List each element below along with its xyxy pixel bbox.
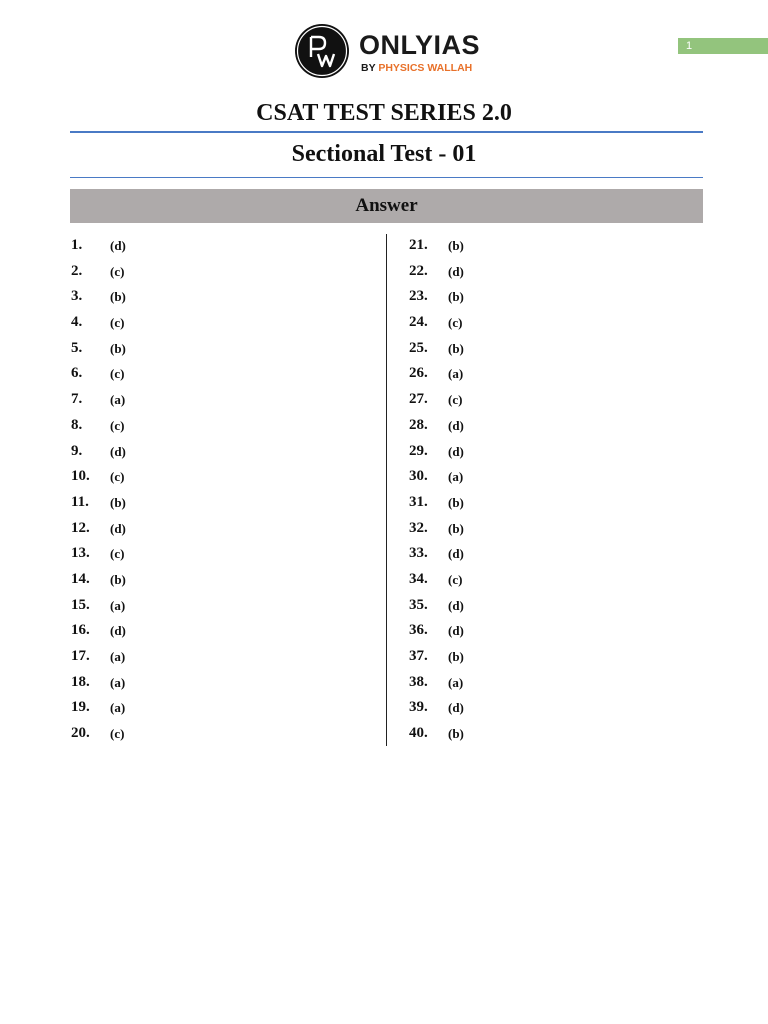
document-subtitle: Sectional Test - 01 (291, 141, 477, 167)
answer-option: (d) (448, 597, 464, 613)
answer-option: (b) (448, 649, 464, 664)
answer-row (409, 412, 709, 438)
answer-option: (c) (110, 315, 125, 331)
question-number: 2. (71, 262, 83, 279)
question-number: 33. (409, 545, 428, 562)
answer-option: (d) (110, 238, 126, 253)
answer-row (409, 669, 709, 695)
question-number: 28. (409, 416, 428, 433)
answer-row (409, 335, 709, 361)
answer-row (71, 232, 371, 258)
answer-row (409, 463, 709, 489)
brand-sub-by: BY (361, 62, 376, 74)
answer-row (409, 566, 709, 592)
answer-row (71, 566, 371, 592)
answer-option: (c) (110, 726, 125, 742)
answer-row (71, 438, 371, 464)
brand-sub-name: PHYSICS WALLAH (378, 62, 473, 74)
question-number: 4. (71, 314, 83, 331)
question-number: 22. (409, 262, 428, 279)
answer-option: (c) (110, 417, 125, 433)
answer-row (71, 643, 371, 669)
question-number: 16. (71, 622, 90, 639)
question-number: 24. (409, 314, 428, 331)
answer-option: (a) (448, 469, 464, 485)
answer-option: (b) (448, 494, 464, 510)
document-title: CSAT TEST SERIES 2.0 (256, 100, 512, 126)
question-number: 17. (71, 648, 90, 664)
answer-option: (b) (448, 340, 464, 356)
answer-row (409, 617, 709, 643)
answer-row (409, 360, 709, 386)
question-number: 36. (409, 622, 428, 639)
question-number: 12. (71, 519, 90, 536)
answer-row (409, 515, 709, 541)
answer-row (71, 540, 371, 566)
answer-column-right (409, 232, 709, 746)
question-number: 8. (71, 416, 83, 433)
answer-row (71, 489, 371, 515)
answer-option: (c) (110, 469, 125, 485)
question-number: 10. (71, 468, 90, 485)
answer-row (71, 669, 371, 695)
question-number: 27. (409, 391, 428, 408)
answer-row (71, 515, 371, 541)
answer-option: (d) (448, 443, 464, 459)
brand-subtitle (361, 62, 472, 74)
answer-option: (a) (110, 649, 126, 664)
question-number: 21. (409, 237, 428, 253)
question-number: 9. (71, 442, 83, 459)
question-number: 26. (409, 365, 428, 382)
answer-row (409, 592, 709, 618)
answer-row (71, 283, 371, 309)
answer-option: (a) (110, 392, 126, 408)
answer-option: (c) (110, 263, 125, 279)
answer-option: (c) (448, 571, 463, 587)
onlyias-logo (295, 24, 495, 80)
answer-option: (b) (110, 340, 126, 356)
question-number: 20. (71, 725, 90, 742)
answer-row (71, 309, 371, 335)
answer-option: (a) (448, 366, 464, 382)
question-number: 11. (71, 493, 89, 510)
answer-option: (c) (110, 366, 125, 382)
question-number: 7. (71, 391, 83, 408)
answer-row (409, 694, 709, 720)
answer-option: (b) (448, 238, 464, 253)
answer-option: (a) (448, 674, 464, 690)
question-number: 40. (409, 725, 428, 742)
answer-option: (d) (448, 263, 464, 279)
answer-option: (d) (110, 520, 126, 536)
answer-row (409, 720, 709, 746)
question-number: 15. (71, 596, 90, 613)
answer-row (71, 592, 371, 618)
answer-option: (c) (448, 392, 463, 408)
question-number: 14. (71, 570, 90, 587)
question-number: 13. (71, 545, 90, 562)
answer-row (71, 386, 371, 412)
question-number: 34. (409, 570, 428, 587)
answer-option: (a) (110, 597, 126, 613)
answer-option: (b) (110, 494, 126, 510)
answer-option: (c) (110, 546, 125, 562)
answer-row (409, 232, 709, 258)
answer-row (71, 335, 371, 361)
answer-row (409, 643, 709, 669)
answer-row (409, 540, 709, 566)
question-number: 37. (409, 648, 428, 664)
answer-option: (b) (448, 289, 464, 305)
answer-option: (a) (110, 700, 126, 716)
answer-row (409, 283, 709, 309)
question-number: 29. (409, 442, 428, 459)
title-rule (70, 131, 703, 133)
answer-row (409, 489, 709, 515)
answer-option: (d) (110, 623, 126, 639)
answer-header: Answer (70, 189, 703, 223)
answer-row (409, 309, 709, 335)
subtitle-rule (70, 177, 703, 178)
question-number: 19. (71, 699, 90, 716)
answer-option: (a) (110, 674, 126, 690)
question-number: 23. (409, 288, 428, 305)
answer-option: (b) (110, 571, 126, 587)
column-divider (386, 234, 387, 746)
answer-option: (b) (448, 520, 464, 536)
question-number: 5. (71, 339, 83, 356)
question-number: 1. (71, 237, 83, 253)
answer-option: (b) (448, 726, 464, 742)
question-number: 30. (409, 468, 428, 485)
question-number: 25. (409, 339, 428, 356)
question-number: 35. (409, 596, 428, 613)
answer-option: (d) (448, 546, 464, 562)
answer-row (71, 412, 371, 438)
answer-column-left (71, 232, 371, 746)
answer-option: (b) (110, 289, 126, 305)
brand-name: ONLYIAS (359, 30, 481, 60)
question-number: 3. (71, 288, 83, 305)
answer-row (71, 258, 371, 284)
page-number-badge: 1 (678, 38, 768, 54)
answer-option: (d) (448, 417, 464, 433)
answer-row (71, 720, 371, 746)
question-number: 18. (71, 673, 90, 690)
pw-logo-mark (295, 24, 349, 78)
answer-option: (c) (448, 315, 463, 331)
answer-row (71, 463, 371, 489)
answer-option: (d) (448, 623, 464, 639)
answer-row (71, 617, 371, 643)
question-number: 31. (409, 493, 428, 510)
answer-option: (d) (110, 443, 126, 459)
question-number: 38. (409, 673, 428, 690)
answer-row (71, 360, 371, 386)
question-number: 6. (71, 365, 83, 382)
question-number: 39. (409, 699, 428, 716)
answer-row (71, 694, 371, 720)
answer-row (409, 438, 709, 464)
answer-row (409, 258, 709, 284)
question-number: 32. (409, 519, 428, 536)
answer-row (409, 386, 709, 412)
answer-option: (d) (448, 700, 464, 716)
